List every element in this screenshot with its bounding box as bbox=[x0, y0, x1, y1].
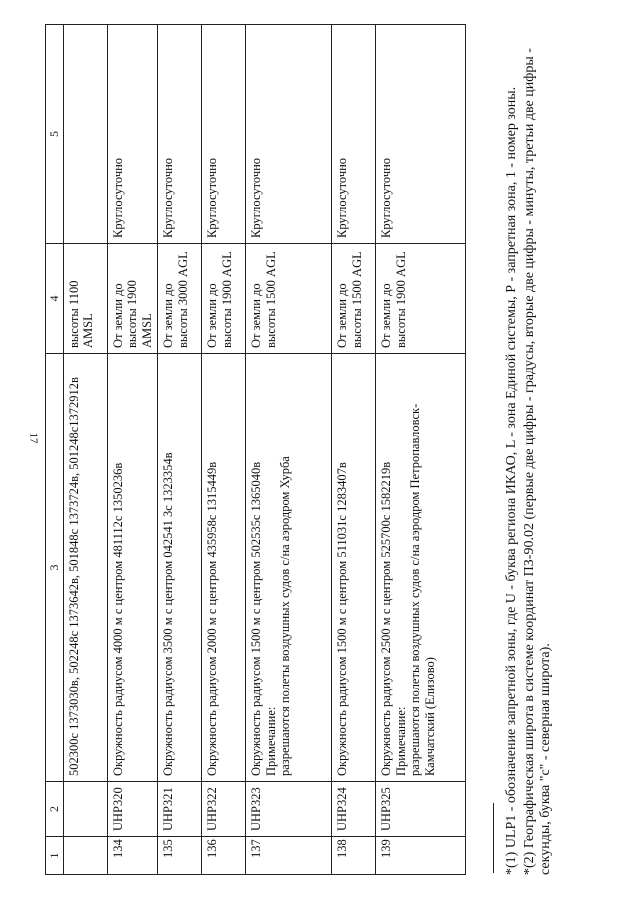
zone-height: От земли до высоты 3000 AGL bbox=[158, 244, 202, 354]
zone-time: Круглосуточно bbox=[332, 25, 376, 244]
column-header: 5 bbox=[46, 25, 64, 244]
table-row bbox=[332, 25, 376, 875]
zone-code bbox=[63, 782, 107, 837]
row-number bbox=[63, 837, 107, 875]
zone-description: Окружность радиусом 2500 м с центром 525700с 1582219в Примечание: разрешаются полеты воздушных судов с/на аэродром Петропавловск-Камчатский (Елизово) bbox=[376, 354, 466, 782]
row-number: 135 bbox=[158, 837, 202, 875]
column-header: 3 bbox=[46, 354, 64, 782]
page-number: 17 bbox=[27, 432, 40, 444]
table-row bbox=[202, 25, 246, 875]
zone-code: UHP322 bbox=[202, 782, 246, 837]
zone-code: UHP320 bbox=[107, 782, 158, 837]
zone-time: Круглосуточно bbox=[158, 25, 202, 244]
zone-height: От земли до высоты 1500 AGL bbox=[246, 244, 332, 354]
zone-description: Окружность радиусом 1500 м с центром 511031с 1283407в bbox=[332, 354, 376, 782]
table-row bbox=[107, 25, 158, 875]
row-number: 136 bbox=[202, 837, 246, 875]
zone-description: Окружность радиусом 4000 м с центром 481112с 1350236в bbox=[107, 354, 158, 782]
column-header: 4 bbox=[46, 244, 64, 354]
zone-height: От земли до высоты 1500 AGL bbox=[332, 244, 376, 354]
zone-description: Окружность радиусом 1500 м с центром 502535с 1365040в Примечание: разрешаются полеты воздушных судов с/на аэродром Хурба bbox=[246, 354, 332, 782]
footnote: *(1) ULP1 - обозначение запретной зоны, где U - буква региона ИКАО, L - зона Единой системы, Р - запретная зона, 1 - номер зоны. bbox=[504, 86, 519, 875]
table-row bbox=[246, 25, 332, 875]
zone-code: UHP323 bbox=[246, 782, 332, 837]
footnote-divider bbox=[493, 803, 494, 873]
zone-time bbox=[63, 25, 107, 244]
row-number: 137 bbox=[246, 837, 332, 875]
zone-height: От земли до высоты 1900 AMSL bbox=[107, 244, 158, 354]
column-header: 1 bbox=[46, 837, 64, 875]
zone-code: UHP324 bbox=[332, 782, 376, 837]
zones-table bbox=[45, 24, 466, 875]
zone-time: Круглосуточно bbox=[246, 25, 332, 244]
rotated-document bbox=[45, 25, 565, 875]
zone-height: От земли до высоты 1900 AGL bbox=[376, 244, 466, 354]
footnote: *(2) Географическая широта в системе координат ПЗ-90.02 (первые две цифры - градусы, вторые две цифры - минуты, третьи две цифры - секунды, буква "с" - северная широта). bbox=[522, 48, 553, 875]
zone-description: Окружность радиусом 2000 м с центром 435958с 1315449в bbox=[202, 354, 246, 782]
column-header: 2 bbox=[46, 782, 64, 837]
zone-code: UHP325 bbox=[376, 782, 466, 837]
row-number: 134 bbox=[107, 837, 158, 875]
zone-time: Круглосуточно bbox=[107, 25, 158, 244]
zone-description: Окружность радиусом 3500 м с центром 042541 3с 1323354в bbox=[158, 354, 202, 782]
zone-time: Круглосуточно bbox=[376, 25, 466, 244]
zone-height: От земли до высоты 1900 AGL bbox=[202, 244, 246, 354]
zone-description: 502300с 1373030в, 502248с 1373642в, 501848с 1373724в, 501248с1372912в bbox=[63, 354, 107, 782]
table-row bbox=[63, 25, 107, 875]
zone-code: UHP321 bbox=[158, 782, 202, 837]
table-header-row bbox=[46, 25, 64, 875]
footnotes bbox=[493, 25, 556, 875]
row-number: 138 bbox=[332, 837, 376, 875]
table-row bbox=[158, 25, 202, 875]
table-row bbox=[376, 25, 466, 875]
zone-time: Круглосуточно bbox=[202, 25, 246, 244]
zone-height: высоты 1100 AMSL bbox=[63, 244, 107, 354]
row-number: 139 bbox=[376, 837, 466, 875]
